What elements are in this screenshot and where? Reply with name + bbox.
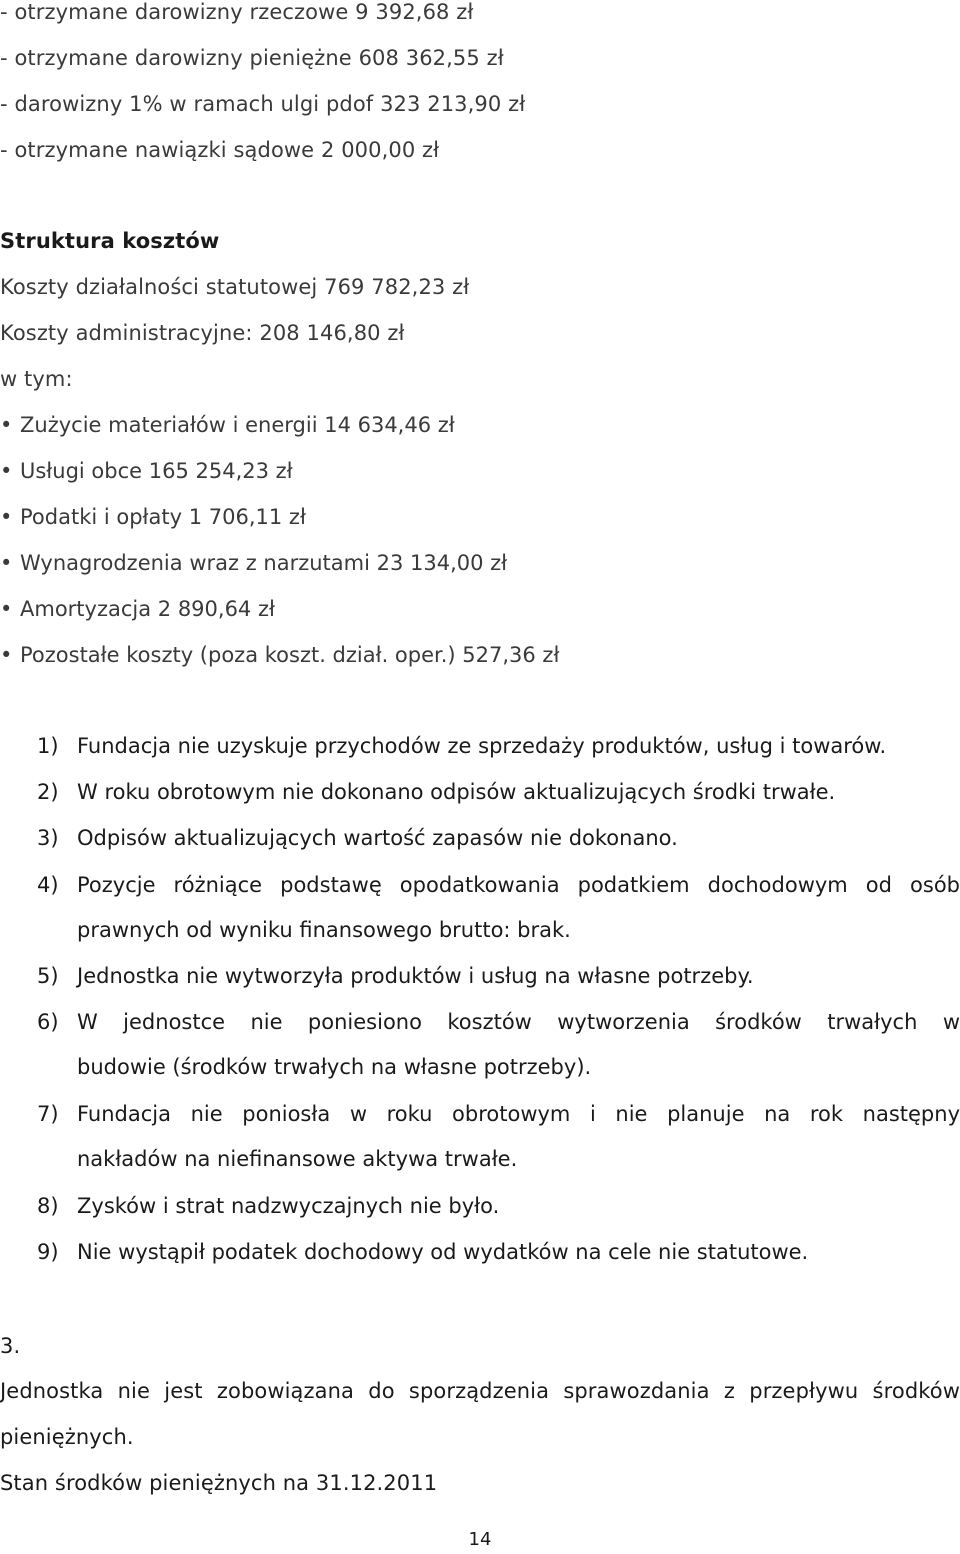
bullet-icon: • — [0, 413, 13, 437]
note-number: 4) — [37, 873, 59, 897]
note-text: Pozycje różniące podstawę opodatkowania podatkiem dochodowym od osób — [77, 873, 960, 897]
note-text: W jednostce nie poniesiono kosztów wytworzenia środków trwałych w — [77, 1010, 960, 1034]
note-number: 8) — [37, 1194, 59, 1218]
costs-heading: Struktura kosztów — [0, 229, 220, 253]
bullet-icon: • — [0, 551, 13, 575]
cost-item — [0, 641, 559, 669]
section-text-line: Jednostka nie jest zobowiązana do sporządzenia sprawozdania z przepływu środków — [0, 1379, 960, 1403]
note-number: 6) — [37, 1010, 59, 1034]
section-text-line: pieniężnych. — [0, 1425, 134, 1449]
bullet-icon: • — [0, 459, 13, 483]
note-number: 5) — [37, 964, 59, 988]
bullet-icon: • — [0, 643, 13, 667]
note-text: Jednostka nie wytworzyła produktów i usług na własne potrzeby. — [77, 964, 754, 988]
note-text: Zysków i strat nadzwyczajnych nie było. — [77, 1194, 500, 1218]
note-number: 3) — [37, 826, 59, 850]
cost-item — [0, 549, 507, 577]
bullet-icon: • — [0, 505, 13, 529]
page-number: 14 — [468, 1529, 492, 1550]
income-line: - otrzymane nawiązki sądowe 2 000,00 zł — [0, 138, 440, 162]
cost-item-text: Pozostałe koszty (poza koszt. dział. oper.) 527,36 zł — [20, 643, 560, 667]
cost-item-text: Podatki i opłaty 1 706,11 zł — [20, 505, 306, 529]
income-line: - otrzymane darowizny rzeczowe 9 392,68 zł — [0, 0, 474, 24]
note-number: 1) — [37, 734, 59, 758]
note-number: 2) — [37, 780, 59, 804]
section-number: 3. — [0, 1334, 21, 1358]
note-text: budowie (środków trwałych na własne potrzeby). — [77, 1055, 592, 1079]
cost-item-text: Zużycie materiałów i energii 14 634,46 zł — [20, 413, 455, 437]
cash-state-label: Stan środków pieniężnych na 31.12.2011 — [0, 1471, 438, 1495]
note-text: Fundacja nie poniosła w roku obrotowym i nie planuje na rok następny — [77, 1102, 960, 1126]
note-text: Fundacja nie uzyskuje przychodów ze sprzedaży produktów, usług i towarów. — [77, 734, 887, 758]
cost-item — [0, 503, 306, 531]
note-text: W roku obrotowym nie dokonano odpisów aktualizujących środki trwałe. — [77, 780, 836, 804]
income-line: - darowizny 1% w ramach ulgi pdof 323 213,90 zł — [0, 92, 526, 116]
note-number: 7) — [37, 1102, 59, 1126]
cost-item — [0, 457, 293, 485]
cost-item-text: Wynagrodzenia wraz z narzutami 23 134,00 zł — [20, 551, 508, 575]
income-line: - otrzymane darowizny pieniężne 608 362,55 zł — [0, 46, 504, 70]
including-label: w tym: — [0, 367, 73, 391]
note-text: Odpisów aktualizujących wartość zapasów nie dokonano. — [77, 826, 678, 850]
note-number: 9) — [37, 1240, 59, 1264]
bullet-icon: • — [0, 597, 13, 621]
cost-item — [0, 411, 455, 439]
note-text: Nie wystąpił podatek dochodowy od wydatków na cele nie statutowe. — [77, 1240, 809, 1264]
administrative-costs: Koszty administracyjne: 208 146,80 zł — [0, 321, 405, 345]
statutory-costs: Koszty działalności statutowej 769 782,23 zł — [0, 275, 470, 299]
cost-item-text: Usługi obce 165 254,23 zł — [20, 459, 293, 483]
cost-item — [0, 595, 275, 623]
note-text: prawnych od wyniku finansowego brutto: brak. — [77, 918, 571, 942]
note-text: nakładów na niefinansowe aktywa trwałe. — [77, 1147, 518, 1171]
cost-item-text: Amortyzacja 2 890,64 zł — [20, 597, 275, 621]
